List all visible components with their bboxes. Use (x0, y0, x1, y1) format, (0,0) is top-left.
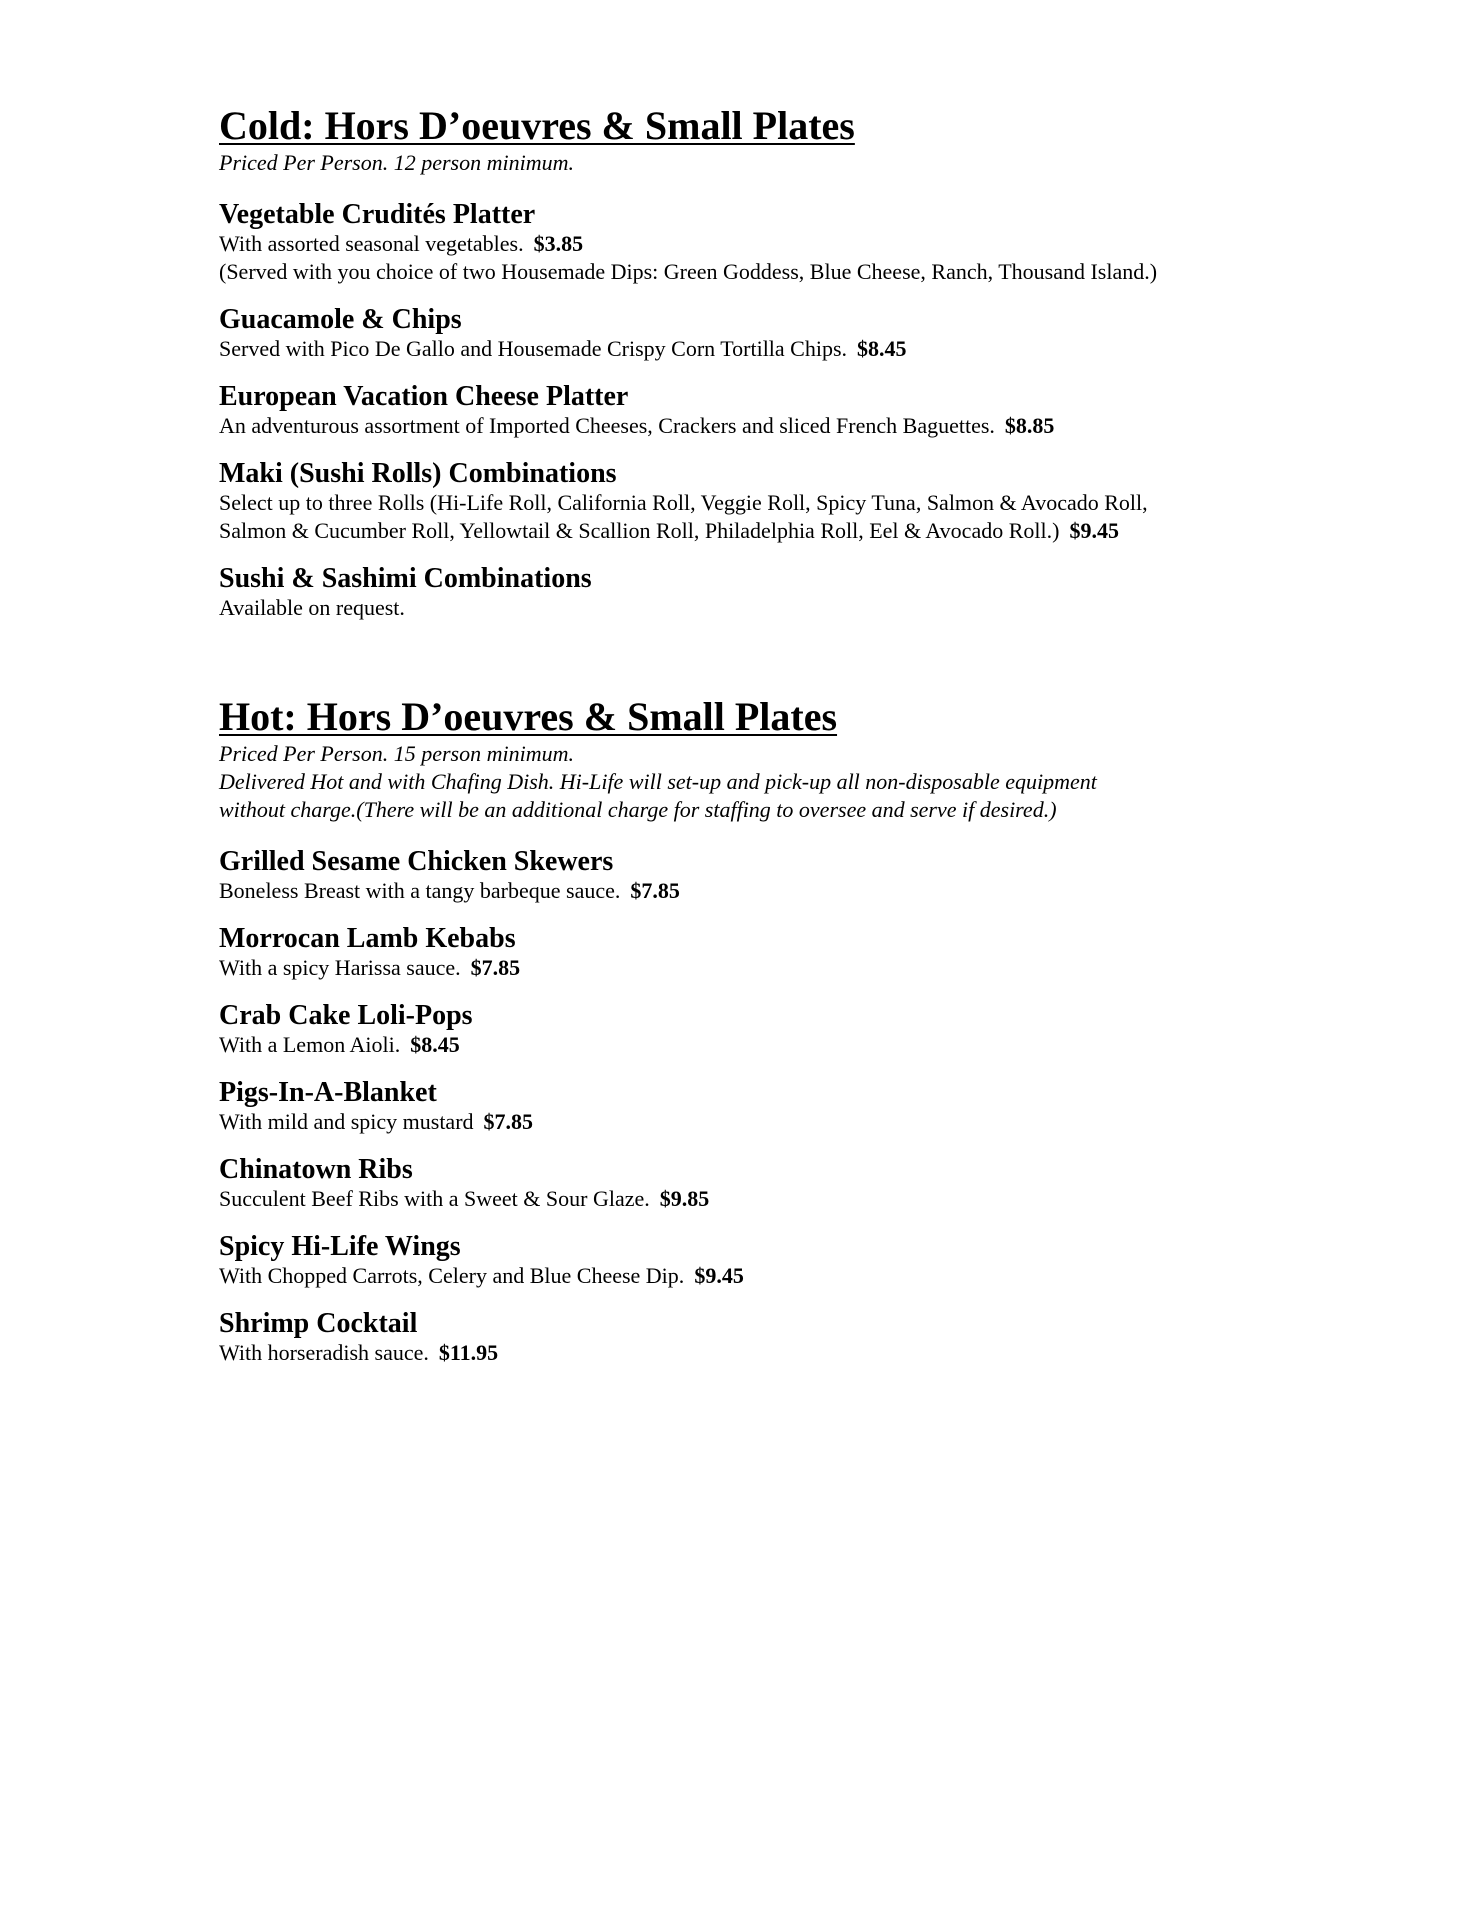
item-description (219, 1339, 1319, 1367)
item-price: $8.85 (1004, 413, 1055, 438)
item-description-text: With a spicy Harissa sauce. (219, 955, 461, 980)
menu-item (219, 305, 1319, 363)
item-name: Shrimp Cocktail (219, 1308, 418, 1339)
item-description-text: Available on request. (219, 595, 405, 620)
item-description-text: With assorted seasonal vegetables. (219, 231, 524, 256)
item-description-text: Boneless Breast with a tangy barbeque sauce. (219, 878, 621, 903)
menu-item (219, 1078, 1319, 1136)
item-description (219, 230, 1319, 258)
hot-section-title: Hot: Hors D’oeuvres & Small Plates (219, 694, 838, 739)
item-price: $9.45 (694, 1263, 744, 1288)
item-name: Vegetable Crudités Platter (219, 199, 536, 230)
menu-item (219, 1309, 1319, 1367)
menu-item (219, 382, 1319, 440)
item-price: $7.85 (470, 955, 521, 980)
item-description-text: Salmon & Cucumber Roll, Yellowtail & Scallion Roll, Philadelphia Roll, Eel & Avocado Roll.) (219, 518, 1060, 543)
cold-section-title: Cold: Hors D’oeuvres & Small Plates (219, 103, 855, 148)
item-description-text: With Chopped Carrots, Celery and Blue Cheese Dip. (219, 1263, 685, 1288)
item-price: $8.45 (410, 1032, 460, 1057)
hot-section-notes (219, 740, 1319, 824)
menu-item (219, 924, 1319, 982)
menu-item (219, 1232, 1319, 1290)
item-price: $7.85 (630, 878, 680, 903)
item-name: Crab Cake Loli-Pops (219, 1000, 473, 1031)
item-price: $8.45 (857, 336, 907, 361)
menu-item (219, 1155, 1319, 1213)
item-description (219, 258, 1319, 286)
cold-section-notes (219, 149, 1319, 177)
item-description-text: With mild and spicy mustard (219, 1109, 474, 1134)
hot-items-list (219, 847, 1319, 1367)
section-note: Priced Per Person. 12 person minimum. (219, 150, 575, 175)
item-description (219, 1262, 1319, 1290)
item-description (219, 335, 1319, 363)
item-description-text: Served with Pico De Gallo and Housemade Crispy Corn Tortilla Chips. (219, 336, 848, 361)
hot-section (219, 694, 1319, 1386)
item-description-text: An adventurous assortment of Imported Cheeses, Crackers and sliced French Baguettes. (219, 413, 995, 438)
item-description (219, 954, 1319, 982)
item-price: $9.45 (1069, 518, 1119, 543)
item-description-text: Succulent Beef Ribs with a Sweet & Sour Glaze. (219, 1186, 650, 1211)
item-description (219, 594, 1319, 622)
item-description-text: (Served with you choice of two Housemade Dips: Green Goddess, Blue Cheese, Ranch, Thousand Island.) (219, 259, 1158, 284)
item-name: Pigs-In-A-Blanket (219, 1077, 437, 1108)
item-description (219, 877, 1319, 905)
item-price: $7.85 (483, 1109, 534, 1134)
item-price: $3.85 (533, 231, 584, 256)
section-note: Priced Per Person. 15 person minimum. (219, 741, 575, 766)
menu-item (219, 459, 1319, 545)
item-description (219, 489, 1319, 517)
item-description-text: With horseradish sauce. (219, 1340, 429, 1365)
item-name: Sushi & Sashimi Combinations (219, 563, 592, 594)
cold-section (219, 103, 1319, 641)
cold-items-list (219, 200, 1319, 622)
menu-item (219, 564, 1319, 622)
item-description-text: With a Lemon Aioli. (219, 1032, 401, 1057)
section-note: Delivered Hot and with Chafing Dish. Hi-Life will set-up and pick-up all non-disposable equipment (219, 769, 1097, 794)
item-price: $11.95 (438, 1340, 499, 1365)
item-name: Spicy Hi-Life Wings (219, 1231, 461, 1262)
menu-item (219, 200, 1319, 286)
item-description (219, 1031, 1319, 1059)
item-name: Maki (Sushi Rolls) Combinations (219, 458, 617, 489)
item-description (219, 412, 1319, 440)
item-description (219, 1108, 1319, 1136)
item-name: Morrocan Lamb Kebabs (219, 923, 516, 954)
item-name: Guacamole & Chips (219, 304, 462, 335)
item-description (219, 1185, 1319, 1213)
item-name: Chinatown Ribs (219, 1154, 413, 1185)
section-note: without charge.(There will be an additional charge for staffing to oversee and serve if desired.) (219, 797, 1057, 822)
item-description (219, 517, 1319, 545)
item-price: $9.85 (659, 1186, 710, 1211)
menu-item (219, 847, 1319, 905)
item-name: Grilled Sesame Chicken Skewers (219, 846, 614, 877)
item-name: European Vacation Cheese Platter (219, 381, 629, 412)
menu-item (219, 1001, 1319, 1059)
item-description-text: Select up to three Rolls (Hi-Life Roll, California Roll, Veggie Roll, Spicy Tuna, Salmon & Avocado Roll, (219, 490, 1148, 515)
